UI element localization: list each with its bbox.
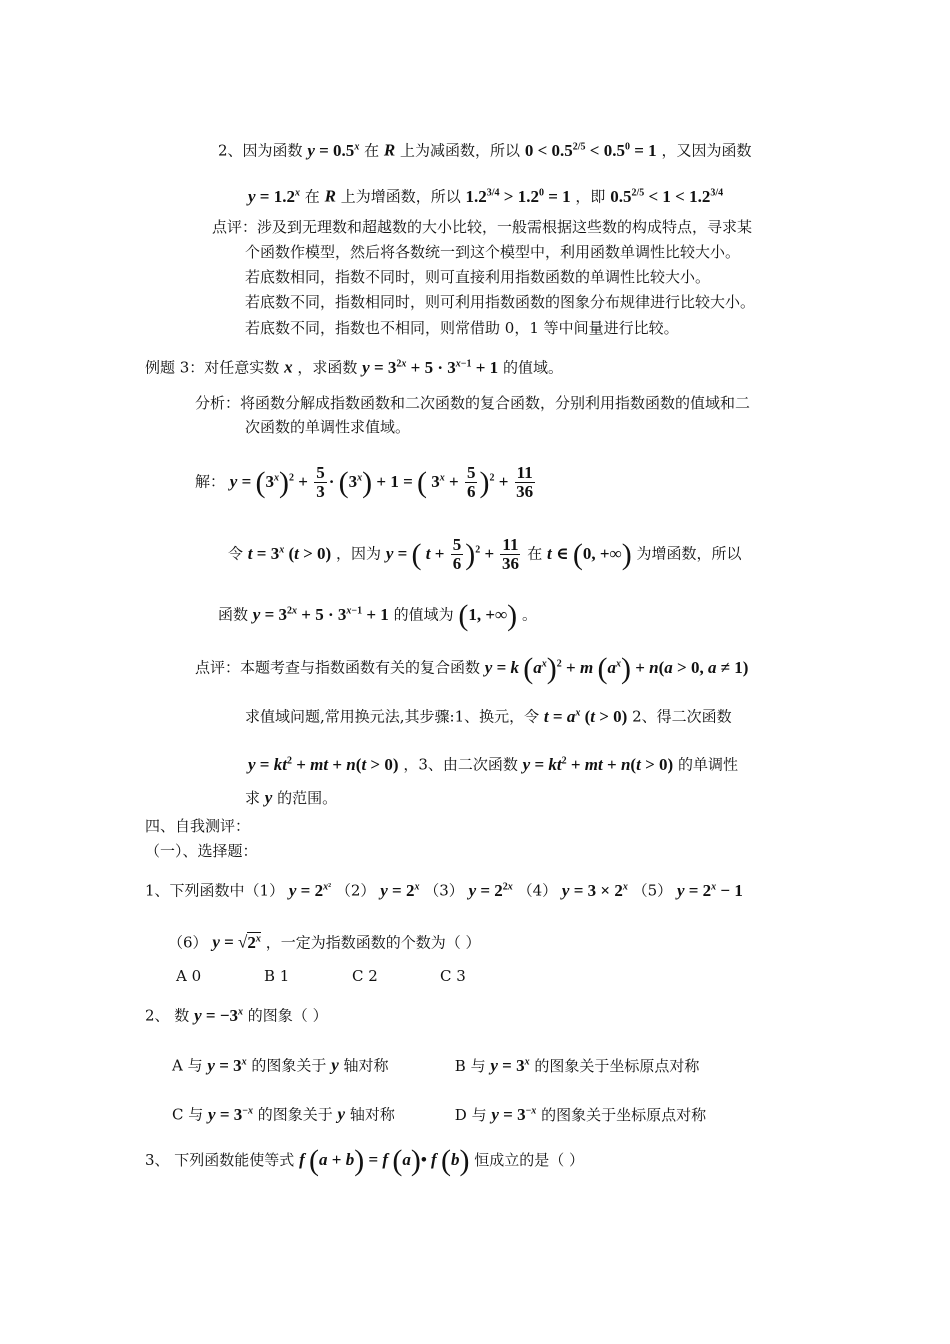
formula-y-0.5x: $y = 0.5^x$ (307, 140, 360, 160)
section-4-heading: 四、自我测评： (145, 817, 251, 835)
formula-composite: y = k $(a^x)^2 + m$ $(a^x) + n(a > 0$, a ≠ 1) (484, 651, 749, 685)
example-3-title: 例题 3：对任意实数 x ，求函数 $y = 3^{2x} + 5 \cdot 3^{x-1} + 1$ 的值域。 (145, 357, 563, 377)
question-2-row-ab (172, 1052, 699, 1076)
formula-R: R (383, 140, 396, 160)
formula-q1-2: $y = 2^x$ (380, 880, 420, 900)
line-1: 2、因为函数 $y = 0.5^x$ 在 R 上为减函数，所以 $0 < 0.5^{2/5} < 0.5^0 = 1$ ，又因为函数 (218, 140, 752, 160)
question-3: 3、 下列函数能使等式 f (a + b) = f (a)• f (b) 恒成立的是（ ） (145, 1144, 584, 1178)
composite-comment-4: 求 y 的范围。 (245, 788, 338, 807)
analysis-line-1: 分析：将函数分解成指数函数和二次函数的复合函数，分别利用指数函数的值域和二 (195, 394, 751, 412)
formula-y-1.2x: $y = 1.2^x$ (248, 186, 300, 206)
comment-line-5: 若底数不同，指数也不相同，则常借助 0，1 等中间量进行比较。 (245, 319, 679, 337)
formula-x: x (284, 357, 293, 377)
formula-quadratic: y = ( t + $\frac{5}{6}$ )$^2$ + $\frac{11}{36}$ (385, 535, 519, 574)
formula-q3: f (a + b) = f (a)• f (b) (299, 1144, 470, 1178)
formula-quad-1: $y = kt^2$ + mt + n(t > 0) (248, 754, 399, 774)
formula-q1-3: $y = 2^{2x}$ (468, 880, 513, 900)
option-b[interactable]: B 1 (264, 967, 290, 985)
formula-range: (1, +∞) (458, 598, 518, 632)
formula-y: y (264, 788, 273, 807)
option-d[interactable]: D 与 $y = 3^{-x}$ 的图象关于坐标原点对称 (454, 1104, 707, 1124)
option-d[interactable]: C 3 (440, 967, 466, 985)
formula-q1-1: $y = 2^{x^2}$ (288, 880, 332, 900)
question-1-options (176, 966, 528, 986)
comment-line-4: 若底数不同，指数相同时，则可利用指数函数的图象分布规律进行比较大小。 (245, 293, 756, 311)
formula-t: $t = 3^x$ (t > 0) (247, 543, 332, 563)
analysis-line-2: 次函数的单调性求值域。 (245, 418, 411, 436)
section-4a-heading: （一）、选择题： (145, 842, 258, 860)
option-a[interactable]: A 0 (176, 967, 202, 985)
question-1: 1、下列函数中（1） $y = 2^{x^2}$ （2） $y = 2^x$ （3） $y = 2^{2x}$ （4） $y = 3 \times 2^x$ （5） $y = 2^x - 1$ (145, 880, 743, 900)
formula-range-func: $y = 3^{2x} + 5 \cdot 3^{x-1} + 1$ (252, 604, 389, 624)
formula-ineq-1: $0 < 0.5^{2/5} < 0.5^0 = 1$ (524, 140, 657, 160)
solution-line: 解： $y = (3^x)^2$ + $\frac{5}{3}$ · $(3^x) + 1$ = ( $3^x$ + $\frac{5}{6}$ )$^2$ + $\frac{11}{36}$ (195, 455, 537, 506)
comment-line-1: 点评：涉及到无理数和超越数的大小比较，一般需根据这些数的构成特点，寻求某 (212, 218, 753, 236)
composite-comment-3: $y = kt^2$ + mt + n(t > 0) ，3、由二次函数 $y = kt^2$ + mt + n(t > 0) 的单调性 (248, 754, 738, 774)
formula-R-2: R (324, 186, 336, 206)
let-line: 令 $t = 3^x$ (t > 0) ，因为 y = ( t + $\frac{5}{6}$ )$^2$ + $\frac{11}{36}$ 在 t ∈ (0, +∞) 为增函数，所以 (228, 535, 742, 574)
comment-line-3: 若底数相同，指数不同时，则可直接利用指数函数的单调性比较大小。 (245, 268, 711, 286)
formula-ineq-2: $1.2^{3/4} > 1.2^0 = 1$ (465, 186, 571, 206)
line-2: $y = 1.2^x$ 在 R 上为增函数，所以 $1.2^{3/4} > 1.2^0 = 1$ ，即 $0.5^{2/5} < 1 < 1.2^{3/4}$ (248, 186, 724, 206)
formula-q1-4: $y = 3 \times 2^x$ (561, 880, 628, 900)
formula-quad-2: $y = kt^2$ + mt + n(t > 0) (522, 754, 674, 774)
composite-comment-1: 点评：本题考查与指数函数有关的复合函数 y = k $(a^x)^2 + m$ $(a^x) + n(a > 0$, a ≠ 1) (195, 651, 749, 685)
formula-solution: $y = (3^x)^2$ + $\frac{5}{3}$ · $(3^x) + 1$ = ( $3^x$ + $\frac{5}{6}$ )$^2$ + $\frac{11}{36}$ (229, 463, 534, 502)
formula-ineq-3: $0.5^{2/5} < 1 < 1.2^{3/4}$ (610, 186, 724, 206)
option-b[interactable]: B 与 $y = 3^x$ 的图象关于坐标原点对称 (454, 1055, 700, 1075)
formula-q1-5: $y = 2^x - 1$ (676, 880, 743, 900)
composite-comment-2: 求值域问题,常用换元法,其步骤:1、换元，令 $t = a^x$ (t > 0) 2、得二次函数 (245, 706, 732, 726)
option-a[interactable]: A 与 $y = 3^x$ 的图象关于 y 轴对称 (172, 1055, 389, 1075)
range-line: 函数 $y = 3^{2x} + 5 \cdot 3^{x-1} + 1$ 的值域为 (1, +∞) 。 (218, 598, 537, 632)
comment-line-2: 个函数作模型，然后将各数统一到这个模型中，利用函数单调性比较大小。 (245, 243, 741, 261)
formula-substitute: $t = a^x$ (t > 0) (543, 706, 628, 726)
option-c[interactable]: C 2 (352, 967, 378, 985)
formula-q1-6: $y = √2^x$ (212, 932, 261, 952)
formula-q2: $y = -3^x$ (194, 1005, 244, 1025)
option-c[interactable]: C 与 $y = 3^{-x}$ 的图象关于 y 轴对称 (172, 1104, 395, 1124)
question-1-cont: （6） $y = √2^x$ ，一定为指数函数的个数为（ ） (168, 932, 481, 952)
question-2: 2、 数 $y = -3^x$ 的图象（ ） (145, 1005, 328, 1025)
question-2-row-cd (172, 1101, 706, 1125)
formula-ex3: $y = 3^{2x} + 5 \cdot 3^{x-1} + 1$ (362, 357, 499, 377)
formula-interval: t ∈ (0, +∞) (547, 537, 632, 571)
